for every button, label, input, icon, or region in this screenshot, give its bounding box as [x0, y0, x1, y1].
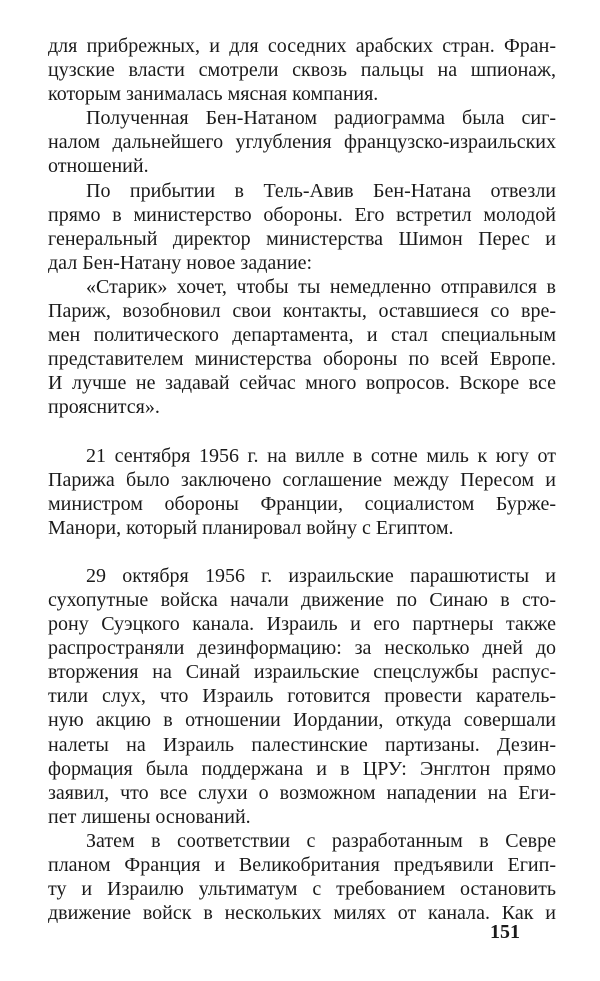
text-line: министром обороны Франции, социалистом Бурже-	[48, 492, 556, 515]
text-line: пет лишены оснований.	[48, 805, 251, 828]
text-line: тили слух, что Израиль готовится провести каратель-	[48, 685, 556, 708]
text-line: мен политического департамента, и стал специальным	[48, 324, 556, 347]
text-line: генеральный директор министерства Шимон Перес и	[48, 227, 556, 250]
text-line: планом Франция и Великобритания предъявили Егип-	[48, 854, 556, 876]
text-line: сухопутные войска начали движение по Синаю в сто-	[48, 588, 556, 611]
paragraph-2	[48, 106, 556, 178]
paragraph-7	[48, 829, 556, 925]
text-line: налеты на Израиль палестинские партизаны. Дезин-	[48, 733, 556, 756]
text-line: Манори, который планировал войну с Египтом.	[48, 516, 454, 539]
text-line: ную акцию в отношении Иордании, откуда совершали	[48, 709, 556, 732]
text-line: И лучше не задавай сейчас много вопросов. Вскоре все	[48, 372, 556, 395]
text-line: прояснится».	[48, 396, 160, 419]
text-line: для прибрежных, и для соседних арабских стран. Фран-	[48, 35, 556, 57]
paragraph-gap	[48, 540, 556, 564]
paragraph-4-quote	[48, 275, 556, 420]
text-line: которым занималась мясная компания.	[48, 83, 379, 106]
text-line: Полученная Бен-Натаном радиограмма была сиг-	[86, 107, 556, 130]
text-line: рону Суэцкого канала. Израиль и его партнеры также	[48, 613, 556, 636]
text-line: ту и Израилю ультиматум с требованием остановить	[48, 878, 556, 901]
paragraph-3	[48, 179, 556, 275]
text-line: Затем в соответствии с разработанным в Севре	[86, 829, 556, 852]
text-line: движение войск в нескольких милях от канала. Как и	[48, 902, 556, 925]
text-line: отношений.	[48, 155, 149, 178]
text-line: прямо в министерство обороны. Его встретил молодой	[48, 203, 556, 226]
text-line: Париж, возобновил свои контакты, оставшиеся со вре-	[48, 300, 556, 323]
text-line: 29 октября 1956 г. израильские парашютисты и	[86, 564, 556, 587]
text-line: налом дальнейшего углубления французско-израильских	[48, 131, 556, 154]
text-line: вторжения на Синай израильские спецслужбы распус-	[48, 661, 556, 684]
text-line: 21 сентября 1956 г. на вилле в сотне миль к югу от	[86, 444, 556, 467]
text-line: заявил, что все слухи о возможном нападении на Еги-	[48, 781, 556, 804]
book-page	[48, 34, 556, 925]
text-line: цузские власти смотрели сквозь пальцы на шпионаж,	[48, 59, 556, 82]
text-line: распространяли дезинформацию: за несколько дней до	[48, 637, 556, 660]
text-line: «Старик» хочет, чтобы ты немедленно отправился в	[86, 275, 556, 298]
paragraph-5	[48, 444, 556, 540]
paragraph-gap	[48, 420, 556, 444]
text-line: По прибытии в Тель-Авив Бен-Натана отвезли	[86, 179, 556, 202]
text-line: Парижа было заключено соглашение между Пересом и	[48, 468, 556, 491]
text-line: представителем министерства обороны по всей Европе.	[48, 348, 556, 371]
page-number: 151	[490, 921, 520, 943]
paragraph-6	[48, 564, 556, 829]
text-line: дал Бен-Натану новое задание:	[48, 251, 313, 274]
paragraph-1	[48, 34, 556, 106]
text-line: формация была поддержана и в ЦРУ: Энглтон прямо	[48, 757, 556, 780]
